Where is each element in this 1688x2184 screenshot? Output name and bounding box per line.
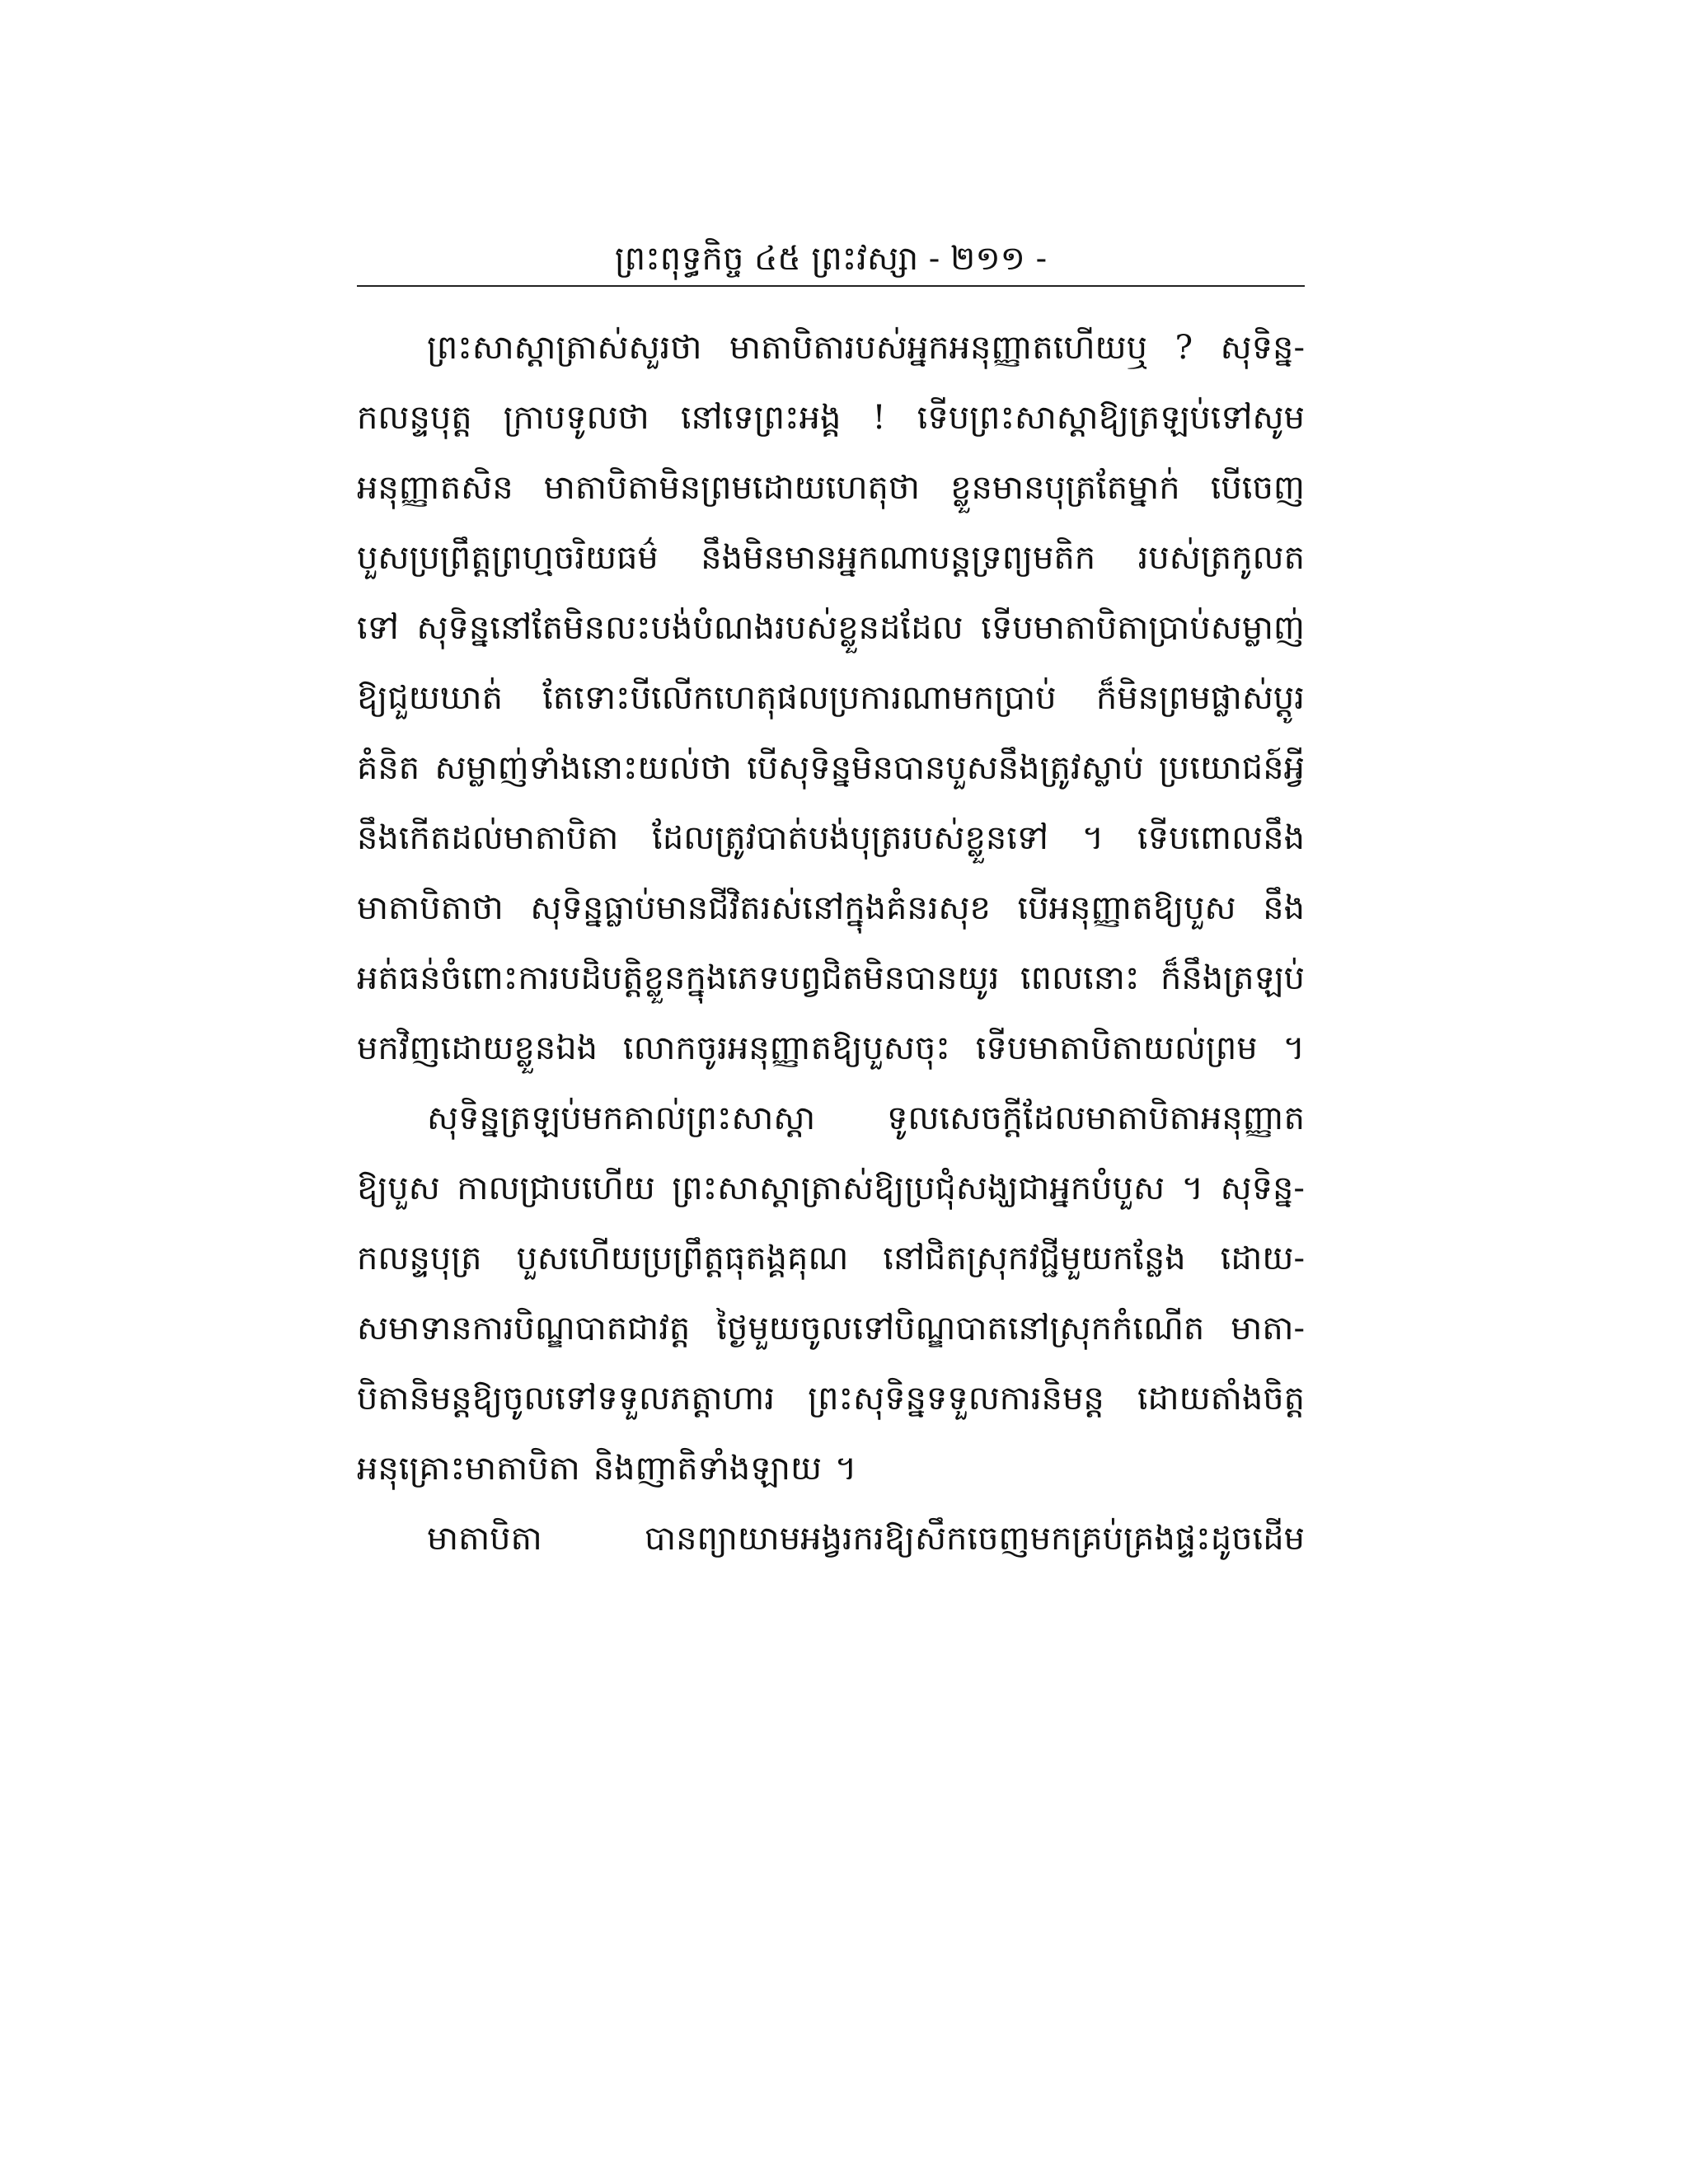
text-line <box>357 453 1305 523</box>
text-word: នឹង <box>1263 889 1305 927</box>
text-word: ដែលត្រូវបាត់បង់បុត្ររបស់ខ្លួនទៅ <box>652 819 1048 857</box>
text-word: នឹងកើតដល់មាតាបិតា <box>357 819 619 857</box>
text-word: សុទិន្នត្រឡប់មកគាល់ព្រះសាស្ដា <box>427 1099 816 1137</box>
text-word: តែទោះបីលើកហេតុផលប្រការណាមកប្រាប់ <box>542 679 1057 717</box>
text-word: ទើបព្រះសាស្ដាឱ្យត្រឡប់ទៅសូម <box>917 399 1305 437</box>
text-word: បានព្យាយាមអង្វរករឱ្យសឹកចេញមកគ្រប់គ្រងផ្ទះដូចដើម <box>645 1520 1305 1558</box>
text-word: ទៅ <box>357 609 399 647</box>
text-word: ។ <box>835 1450 857 1488</box>
body-text <box>357 313 1305 1574</box>
text-word: ។ <box>1282 1029 1305 1067</box>
text-line <box>357 1294 1305 1364</box>
text-word: ប្រយោជន៍អ្វី <box>1159 749 1305 787</box>
text-word: ? <box>1175 329 1193 367</box>
text-word: អនុគ្រោះមាតាបិតា <box>357 1450 580 1488</box>
header-rule <box>357 285 1305 287</box>
text-word: បិតានិមន្តឱ្យចូលទៅទទួលភត្តាហារ <box>357 1380 776 1418</box>
text-word: មាតាបិតាមិនព្រមដោយហេតុថា <box>543 469 920 507</box>
text-word: ទើបមាតាបិតាប្រាប់សម្លាញ់ <box>981 609 1305 647</box>
text-line <box>357 663 1305 733</box>
text-word: អនុញ្ញាតសិន <box>357 469 513 507</box>
text-word: និងញាតិទាំងឡាយ <box>593 1450 823 1488</box>
text-line <box>357 944 1305 1014</box>
text-line <box>357 1014 1305 1084</box>
text-line <box>357 1224 1305 1294</box>
text-word: ! <box>872 399 886 437</box>
text-word: ។ <box>1081 819 1104 857</box>
text-word: លោកចូរអនុញ្ញាតឱ្យបួសចុះ <box>622 1029 950 1067</box>
text-word: នៅជិតស្រុកវជ្ជីមួយកន្លែង <box>883 1240 1186 1277</box>
text-line <box>357 804 1305 874</box>
text-word: ក៏មិនព្រមផ្លាស់ប្ដូរ <box>1095 679 1305 717</box>
text-word: បួសហើយប្រព្រឹត្តធុតង្គគុណ <box>516 1240 849 1277</box>
text-line <box>357 1504 1305 1574</box>
text-word: សម្លាញ់ទាំងនោះយល់ថា <box>434 749 732 787</box>
text-line <box>357 383 1305 453</box>
text-word: សុទិន្នធ្លាប់មានជីវិតរស់នៅក្នុងគំនរសុខ <box>530 889 991 927</box>
text-word: ព្រះសុទិន្នទទួលការនិមន្ត <box>808 1380 1104 1418</box>
text-word: កលន្ទបុត្ត <box>357 399 472 437</box>
text-line <box>357 733 1305 804</box>
text-word: សុទិន្ននៅតែមិនលះបង់បំណងរបស់ខ្លួនដដែល <box>416 609 964 647</box>
text-word: នៅទេព្រះអង្គ <box>680 399 842 437</box>
running-header: ព្រះពុទ្ធកិច្ច ៤៥ ព្រះវស្សា - ២១១ - <box>614 240 1048 278</box>
text-line <box>357 1434 1305 1504</box>
text-word: មកវិញដោយខ្លួនឯង <box>357 1029 598 1067</box>
text-word: ក្រាបទូលថា <box>503 399 649 437</box>
text-word: របស់ត្រកូលត <box>1137 539 1305 577</box>
text-word: ទើបមាតាបិតាយល់ព្រម <box>975 1029 1258 1067</box>
text-word: ពេលនោះ <box>1020 959 1140 997</box>
text-word: កលន្ទបុត្រ <box>357 1240 482 1277</box>
text-line <box>357 874 1305 944</box>
text-word: សុទិន្ន- <box>1220 329 1305 367</box>
text-line <box>357 1154 1305 1224</box>
text-word: មាតា- <box>1231 1310 1305 1347</box>
text-word: ខ្លួនមានបុត្រតែម្នាក់ <box>950 469 1180 507</box>
text-word: មាតាបិតា <box>427 1520 542 1558</box>
text-word: អត់ធន់ចំពោះការបដិបត្តិខ្លួនក្នុងភេទបព្វជិតមិនបានយូរ <box>357 959 1000 997</box>
text-line <box>357 1084 1305 1154</box>
text-word: បួសប្រព្រឹត្តព្រហ្មចរិយធម៌ <box>357 539 659 577</box>
text-word: បើអនុញ្ញាតឱ្យបួស <box>1017 889 1236 927</box>
text-word: មាតាបិតាថា <box>357 889 504 927</box>
text-word: នឹងមិនមានអ្នកណាបន្តទ្រព្យមតិក <box>701 539 1096 577</box>
text-word: ក៏នឹងត្រឡប់ <box>1160 959 1305 997</box>
text-word: ថ្ងៃមួយចូលទៅបិណ្ឌបាតនៅស្រុកកំណើត <box>716 1310 1205 1347</box>
text-word: ដោយតាំងចិត្ត <box>1137 1380 1305 1418</box>
text-word: បើសុទិន្នមិនបានបួសនឹងត្រូវស្លាប់ <box>747 749 1144 787</box>
text-line <box>357 593 1305 663</box>
text-word: បើចេញ <box>1210 469 1305 507</box>
text-line <box>357 523 1305 593</box>
text-word: សុទិន្ន- <box>1220 1169 1305 1207</box>
text-word: កាលជ្រាបហើយ <box>457 1169 655 1207</box>
text-word: ។ <box>1181 1169 1203 1207</box>
text-word: ទូលសេចក្ដីដែលមាតាបិតាអនុញ្ញាត <box>886 1099 1305 1137</box>
text-word: ឱ្យបួស <box>357 1169 440 1207</box>
text-line <box>357 1364 1305 1434</box>
text-word: មាតាបិតារបស់អ្នកអនុញ្ញាតហើយឬ <box>729 329 1147 367</box>
text-word: ព្រះសាស្ដាត្រាស់ឱ្យប្រជុំសង្ឃជាអ្នកបំបួស <box>672 1169 1165 1207</box>
text-word: ឱ្យជួយឃាត់ <box>357 679 503 717</box>
text-word: ទើបពោលនឹង <box>1137 819 1305 857</box>
text-word: គំនិត <box>357 749 420 787</box>
text-word: សមាទានការបិណ្ឌបាតជាវត្ត <box>357 1310 691 1347</box>
text-line <box>357 313 1305 383</box>
text-word: ព្រះសាស្ដាត្រាស់សួរថា <box>427 329 702 367</box>
text-word: ដោយ- <box>1220 1240 1305 1277</box>
